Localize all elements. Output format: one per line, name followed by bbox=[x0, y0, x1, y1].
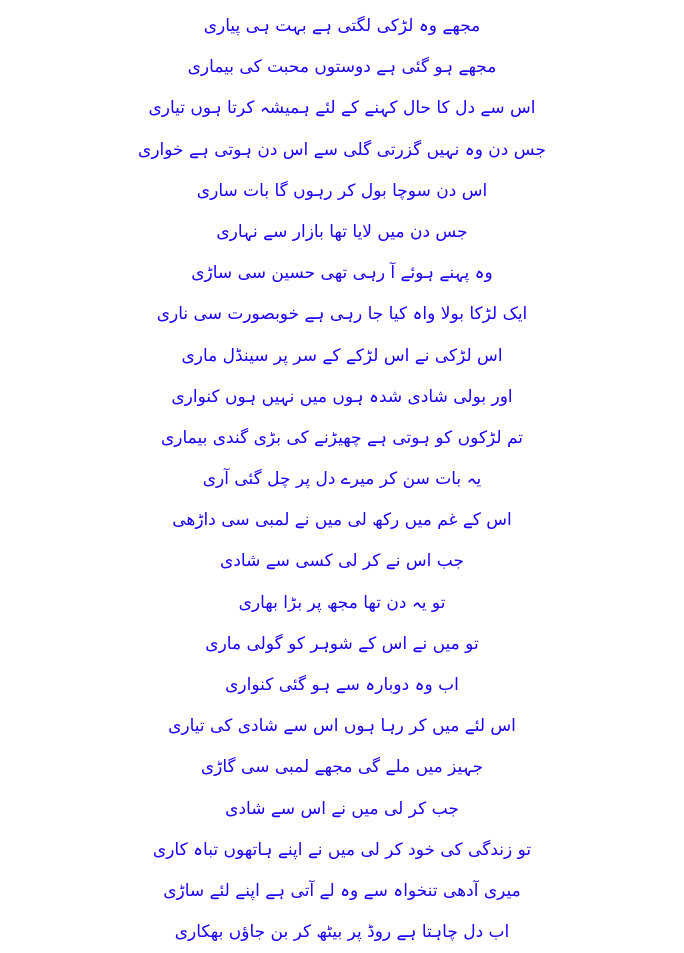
poem-line-16: تو میں نے اس کے شوہر کو گولی ماری bbox=[205, 633, 479, 654]
poem-line-5: اس دن سوچا بول کر رہوں گا بات ساری bbox=[196, 180, 488, 201]
poem-line-18: اس لئے میں کر رہا ہوں اس سے شادی کی تیاری bbox=[168, 716, 516, 737]
poem-line-9: اس لڑکی نے اس لڑکے کے سر پر سینڈل ماری bbox=[181, 345, 503, 366]
poem-line-13: اس کے غم میں رکھ لی میں نے لمبی سی داڑھی bbox=[172, 510, 512, 531]
poem-line-23: اب دل چاہتا ہے روڈ پر بیٹھ کر بن جاؤں بھکاری bbox=[174, 922, 510, 943]
poem-line-7: وہ پہنے ہوئے آ رہی تھی حسین سی ساڑی bbox=[191, 263, 493, 284]
poem-line-14: جب اس نے کر لی کسی سے شادی bbox=[220, 551, 464, 572]
poem-line-12: یہ بات سن کر میرے دل پر چل گئی آری bbox=[202, 469, 482, 490]
poem-line-15: تو یہ دن تھا مجھ پر بڑا بھاری bbox=[238, 592, 446, 613]
poem-line-22: میری آدھی تنخواہ سے وہ لے آتی ہے اپنے لئے ساڑی bbox=[163, 880, 521, 901]
poem-line-20: جب کر لی میں نے اس سے شادی bbox=[225, 798, 459, 819]
poem-line-11: تم لڑکوں کو ہوتی ہے چھیڑنے کی بڑی گندی بیماری bbox=[160, 427, 524, 448]
poem-line-1: مجھے وہ لڑکی لگتی ہے بہت ہی پیاری bbox=[203, 16, 481, 36]
poem bbox=[0, 6, 684, 953]
poem-line-10: اور بولی شادی شدہ ہوں میں نہیں ہوں کنواری bbox=[171, 386, 513, 407]
poem-line-17: اب وہ دوبارہ سے ہو گئی کنواری bbox=[225, 675, 459, 695]
poem-line-6: جس دن میں لایا تھا بازار سے نہاری bbox=[216, 221, 468, 242]
poem-line-8: ایک لڑکا بولا واہ کیا جا رہی ہے خوبصورت سی ناری bbox=[156, 304, 528, 325]
poem-line-4: جس دن وہ نہیں گزرتی گلی سے اس دن ہوتی ہے خواری bbox=[138, 139, 546, 160]
poem-line-2: مجھے ہو گئی ہے دوستوں محبت کی بیماری bbox=[187, 57, 497, 78]
poem-line-19: جہیز میں ملے گی مجھے لمبی سی گاڑی bbox=[200, 757, 484, 778]
poem-line-21: تو زندگی کی خود کر لی میں نے اپنے ہاتھوں تباہ کاری bbox=[152, 839, 532, 860]
poem-line-3: اس سے دل کا حال کہنے کے لئے ہمیشہ کرتا ہوں تیاری bbox=[148, 98, 536, 119]
